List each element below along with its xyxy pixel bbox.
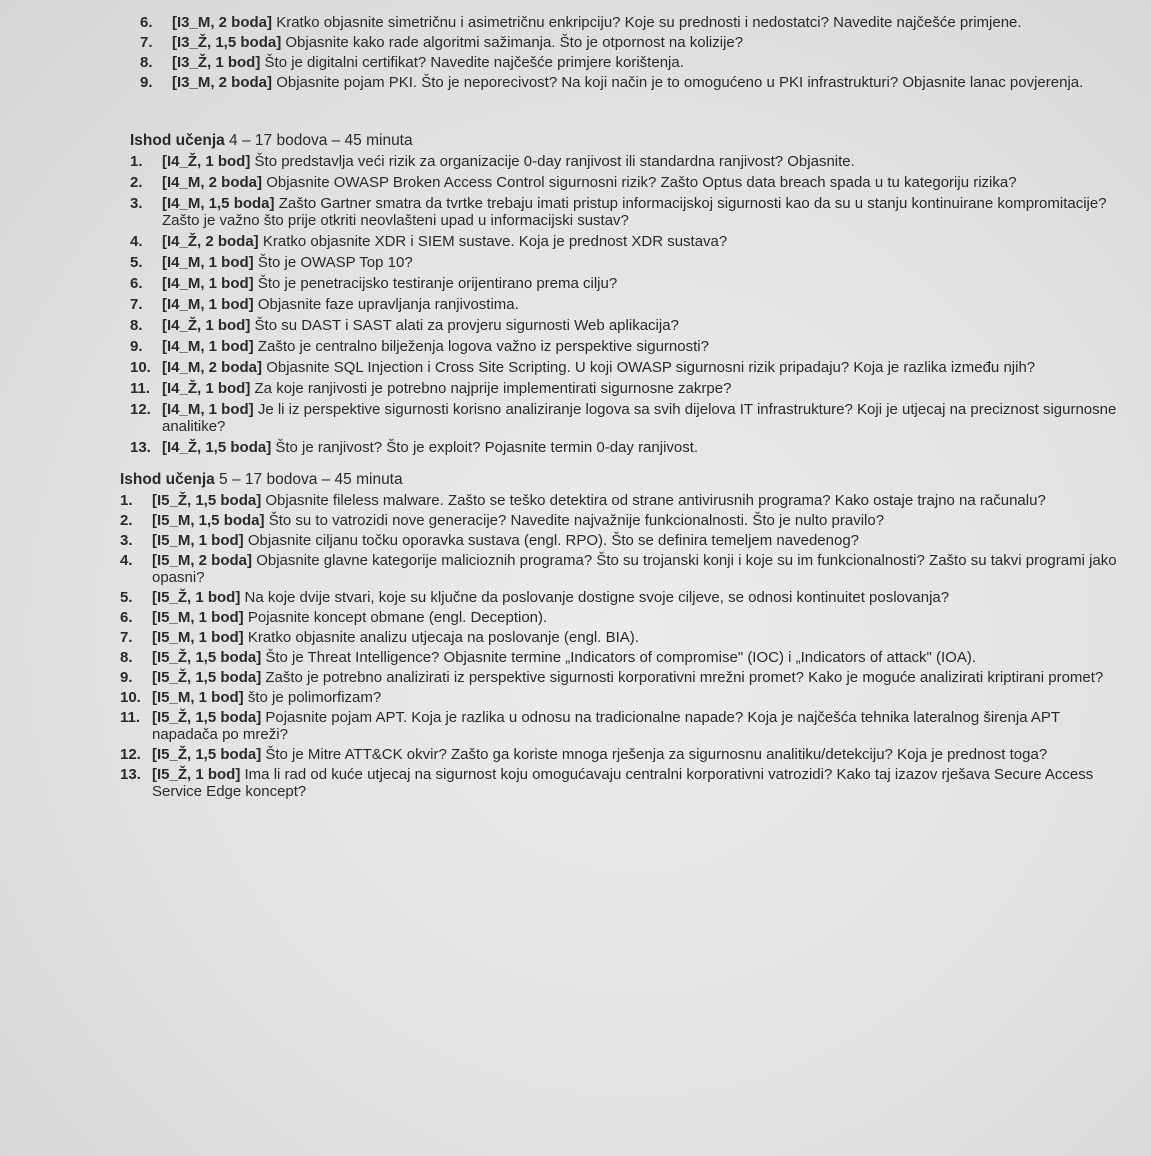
question-number: 1.: [120, 492, 133, 509]
question-item: [120, 629, 1121, 646]
question-body: Za koje ranjivosti je potrebno najprije implementirati sigurnosne zakrpe?: [254, 380, 732, 397]
question-number: 7.: [120, 629, 133, 646]
points-tag: [I4_Ž, 1 bod]: [162, 317, 251, 334]
question-number: 5.: [120, 589, 133, 606]
question-number: 12.: [120, 746, 141, 763]
question-text: [172, 54, 1121, 71]
question-item: [120, 532, 1121, 549]
question-item: [130, 275, 1121, 292]
question-body: Što je digitalni certifikat? Navedite najčešće primjere korištenja.: [264, 54, 684, 71]
question-body: Što je penetracijsko testiranje orijentirano prema cilju?: [257, 275, 618, 292]
question-body: Pojasnite pojam APT. Koja je razlika u odnosu na tradicionalne napade? Koja je najčešća tehnika lateralnog širenja APT napadača po mreži?: [152, 709, 1060, 743]
points-tag: [I3_Ž, 1,5 boda]: [172, 34, 282, 51]
question-text: [162, 439, 1121, 456]
question-item: [140, 14, 1121, 31]
points-tag: [I4_M, 1 bod]: [162, 338, 254, 355]
points-tag: [I5_M, 2 boda]: [152, 552, 253, 569]
points-tag: [I5_M, 1,5 boda]: [152, 512, 265, 529]
points-tag: [I4_M, 2 boda]: [162, 174, 263, 191]
points-tag: [I5_Ž, 1 bod]: [152, 589, 241, 606]
question-text: [162, 195, 1121, 229]
question-text: [162, 380, 1121, 397]
question-text: [162, 317, 1121, 334]
question-body: Kratko objasnite XDR i SIEM sustave. Koja je prednost XDR sustava?: [262, 233, 728, 250]
question-text: [152, 669, 1121, 686]
question-body: što je polimorfizam?: [247, 689, 382, 706]
question-item: [120, 492, 1121, 509]
question-text: [162, 153, 1121, 170]
question-number: 13.: [120, 766, 141, 783]
question-item: [130, 359, 1121, 376]
question-body: Objasnite OWASP Broken Access Control sigurnosni rizik? Zašto Optus data breach spada u tu kategoriju rizika?: [266, 174, 1017, 191]
question-body: Pojasnite koncept obmane (engl. Deception).: [247, 609, 548, 626]
question-text: [152, 629, 1121, 646]
question-text: [152, 492, 1121, 509]
question-body: Zašto Gartner smatra da tvrtke trebaju imati pristup informacijskoj sigurnosti kao da su u stanju kontinuirane kompromitacije? Zašto je važno što prije otkriti neovlašteni upad u informacijski sustav?: [162, 195, 1107, 229]
question-item: [120, 649, 1121, 666]
question-number: 10.: [130, 359, 151, 376]
question-text: [162, 359, 1121, 376]
question-body: Što je ranjivost? Što je exploit? Pojasnite termin 0-day ranjivost.: [275, 439, 699, 456]
question-item: [130, 401, 1121, 435]
question-number: 7.: [140, 34, 153, 51]
question-item: [130, 439, 1121, 456]
question-body: Zašto je potrebno analizirati iz perspektive sigurnosti korporativni mrežni promet? Kako je moguće analizirati kriptirani promet?: [265, 669, 1104, 686]
question-number: 8.: [140, 54, 153, 71]
question-number: 13.: [130, 439, 151, 456]
question-number: 3.: [120, 532, 133, 549]
points-tag: [I4_Ž, 1,5 boda]: [162, 439, 272, 456]
question-item: [140, 34, 1121, 51]
question-text: [152, 709, 1121, 743]
points-tag: [I4_Ž, 1 bod]: [162, 153, 251, 170]
question-item: [130, 233, 1121, 250]
question-body: Kratko objasnite analizu utjecaja na poslovanje (engl. BIA).: [247, 629, 639, 646]
points-tag: [I4_Ž, 1 bod]: [162, 380, 251, 397]
section-heading: [130, 131, 1121, 151]
question-body: Na koje dvije stvari, koje su ključne da poslovanje dostigne svoje ciljeve, se odnosi kontinuitet poslovanja?: [244, 589, 950, 606]
question-text: [172, 74, 1121, 91]
question-number: 6.: [130, 275, 143, 292]
question-item: [120, 669, 1121, 686]
question-item: [130, 195, 1121, 229]
points-tag: [I5_Ž, 1,5 boda]: [152, 492, 262, 509]
question-number: 9.: [120, 669, 133, 686]
question-number: 11.: [120, 709, 141, 726]
question-body: Objasnite pojam PKI. Što je neporecivost? Na koji način je to omogućeno u PKI infrastrukturi? Objasnite lanac povjerenja.: [276, 74, 1084, 91]
question-number: 6.: [120, 609, 133, 626]
points-tag: [I3_M, 2 boda]: [172, 14, 273, 31]
question-item: [130, 380, 1121, 397]
question-item: [140, 54, 1121, 71]
section-heading: [120, 470, 1121, 490]
question-body: Objasnite faze upravljanja ranjivostima.: [257, 296, 519, 313]
question-number: 1.: [130, 153, 143, 170]
question-item: [130, 254, 1121, 271]
question-number: 4.: [130, 233, 143, 250]
question-number: 2.: [120, 512, 133, 529]
question-text: [162, 275, 1121, 292]
points-tag: [I5_M, 1 bod]: [152, 532, 244, 549]
question-number: 8.: [130, 317, 143, 334]
question-number: 5.: [130, 254, 143, 271]
question-list: [120, 492, 1121, 800]
points-tag: [I4_M, 1 bod]: [162, 401, 254, 418]
question-text: [152, 589, 1121, 606]
question-body: Objasnite glavne kategorije malicioznih programa? Što su trojanski konji i koje su im funkcionalnosti? Zašto su takvi programi jako opasni?: [152, 552, 1117, 586]
question-item: [120, 709, 1121, 743]
question-list: [140, 14, 1121, 91]
question-number: 6.: [140, 14, 153, 31]
question-number: 3.: [130, 195, 143, 212]
question-number: 2.: [130, 174, 143, 191]
question-body: Objasnite kako rade algoritmi sažimanja. Što je otpornost na kolizije?: [285, 34, 744, 51]
question-number: 10.: [120, 689, 141, 706]
question-number: 11.: [130, 380, 151, 397]
points-tag: [I3_Ž, 1 bod]: [172, 54, 261, 71]
heading-label: Ishod učenja: [120, 471, 215, 488]
question-text: [152, 532, 1121, 549]
question-item: [130, 338, 1121, 355]
question-item: [120, 512, 1121, 529]
heading-details: 5 – 17 bodova – 45 minuta: [214, 471, 403, 488]
question-body: Što je Threat Intelligence? Objasnite termine „Indicators of compromise" (IOC) i „Indicators of attack" (IOA).: [265, 649, 977, 666]
points-tag: [I5_M, 1 bod]: [152, 609, 244, 626]
question-number: 9.: [140, 74, 153, 91]
question-text: [152, 689, 1121, 706]
question-item: [120, 609, 1121, 626]
question-number: 12.: [130, 401, 151, 418]
question-body: Ima li rad od kuće utjecaj na sigurnost koju omogućavaju centralni korporativni vatrozidi? Kako taj izazov rješava Secure Access Service Edge koncept?: [152, 766, 1094, 800]
question-item: [130, 174, 1121, 191]
points-tag: [I5_M, 1 bod]: [152, 629, 244, 646]
question-text: [162, 338, 1121, 355]
question-body: Objasnite SQL Injection i Cross Site Scripting. U koji OWASP sigurnosni rizik pripadaju? Koja je razlika između njih?: [266, 359, 1036, 376]
points-tag: [I5_M, 1 bod]: [152, 689, 244, 706]
question-body: Kratko objasnite simetričnu i asimetričnu enkripciju? Koje su prednosti i nedostatci? Navedite najčešće primjene.: [276, 14, 1022, 31]
question-body: Zašto je centralno bilježenja logova važno iz perspektive sigurnosti?: [257, 338, 709, 355]
question-body: Što je Mitre ATT&CK okvir? Zašto ga koriste mnoga rješenja za sigurnosnu analitiku/detekciju? Koja je prednost toga?: [265, 746, 1048, 763]
question-number: 7.: [130, 296, 143, 313]
question-text: [152, 746, 1121, 763]
points-tag: [I4_M, 1,5 boda]: [162, 195, 275, 212]
question-body: Objasnite fileless malware. Zašto se teško detektira od strane antivirusnih programa? Kako ostaje trajno na računalu?: [265, 492, 1046, 509]
heading-details: 4 – 17 bodova – 45 minuta: [224, 132, 413, 149]
question-item: [120, 589, 1121, 606]
question-body: Što su to vatrozidi nove generacije? Navedite najvažnije funkcionalnosti. Što je nulto pravilo?: [268, 512, 885, 529]
question-body: Što predstavlja veći rizik za organizacije 0-day ranjivost ili standardna ranjivost? Objasnite.: [254, 153, 855, 170]
question-text: [152, 609, 1121, 626]
question-item: [120, 766, 1121, 800]
points-tag: [I4_M, 2 boda]: [162, 359, 263, 376]
points-tag: [I5_Ž, 1,5 boda]: [152, 669, 262, 686]
question-item: [120, 746, 1121, 763]
question-text: [172, 34, 1121, 51]
question-text: [162, 174, 1121, 191]
points-tag: [I3_M, 2 boda]: [172, 74, 273, 91]
question-body: Objasnite ciljanu točku oporavka sustava (engl. RPO). Što se definira temeljem navedenog?: [247, 532, 860, 549]
question-text: [152, 766, 1121, 800]
points-tag: [I5_Ž, 1,5 boda]: [152, 649, 262, 666]
points-tag: [I5_Ž, 1,5 boda]: [152, 746, 262, 763]
question-item: [130, 317, 1121, 334]
heading-label: Ishod učenja: [130, 132, 225, 149]
points-tag: [I5_Ž, 1 bod]: [152, 766, 241, 783]
section-outcome-5: [92, 470, 1121, 800]
question-number: 8.: [120, 649, 133, 666]
question-body: Što su DAST i SAST alati za provjeru sigurnosti Web aplikacija?: [254, 317, 679, 334]
points-tag: [I4_Ž, 2 boda]: [162, 233, 259, 250]
question-text: [172, 14, 1121, 31]
question-text: [162, 233, 1121, 250]
question-item: [140, 74, 1121, 91]
question-item: [130, 296, 1121, 313]
question-text: [152, 512, 1121, 529]
question-number: 4.: [120, 552, 133, 569]
section-outcome-4: [100, 131, 1121, 456]
question-body: Je li iz perspektive sigurnosti korisno analiziranje logova sa svih dijelova IT infrastrukture? Koji je utjecaj na preciznost sigurnosne analitike?: [162, 401, 1117, 435]
question-item: [120, 552, 1121, 586]
question-text: [152, 649, 1121, 666]
question-text: [162, 296, 1121, 313]
points-tag: [I4_M, 1 bod]: [162, 254, 254, 271]
question-text: [152, 552, 1121, 586]
points-tag: [I5_Ž, 1,5 boda]: [152, 709, 262, 726]
points-tag: [I4_M, 1 bod]: [162, 296, 254, 313]
question-body: Što je OWASP Top 10?: [257, 254, 413, 271]
question-text: [162, 401, 1121, 435]
section-outcome-3-continued: [140, 14, 1121, 91]
question-text: [162, 254, 1121, 271]
question-item: [130, 153, 1121, 170]
question-item: [120, 689, 1121, 706]
question-number: 9.: [130, 338, 143, 355]
question-list: [130, 153, 1121, 456]
points-tag: [I4_M, 1 bod]: [162, 275, 254, 292]
